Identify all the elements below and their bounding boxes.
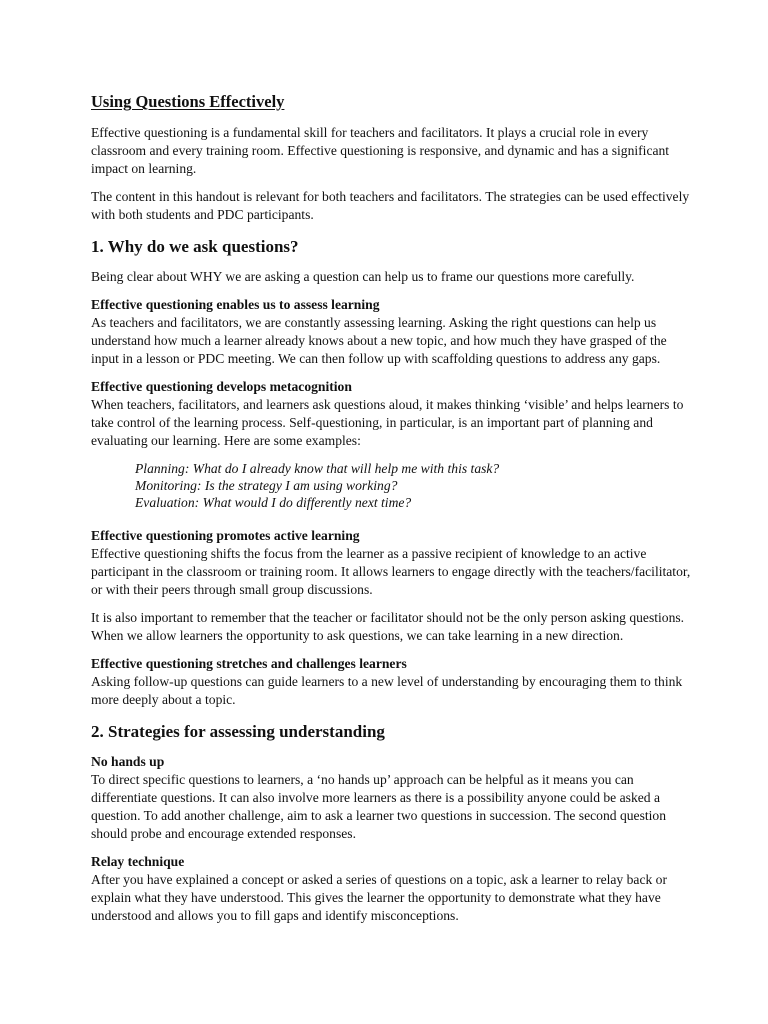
body-paragraph: When teachers, facilitators, and learners ask questions aloud, it makes thinking ‘visible’ and helps learners to take control of the learning process. Self-questioning, in particular, is an important part of planning and evaluating our learning. Here are some examples:	[91, 397, 684, 448]
subsection-heading: Effective questioning enables us to assess learning	[91, 297, 380, 312]
body-paragraph: Effective questioning shifts the focus from the learner as a passive recipient of knowledge to an active participant in the classroom or training room. It allows learners to engage directly with the teachers/facilitator, or with their peers through small group discussions.	[91, 546, 691, 597]
subsection-heading: Effective questioning stretches and challenges learners	[91, 656, 407, 671]
example-item: Monitoring: Is the strategy I am using working?	[135, 478, 398, 493]
metacognition-block	[91, 378, 691, 450]
active-learning-block	[91, 527, 691, 599]
body-paragraph: To direct specific questions to learners, a ‘no hands up’ approach can be helpful as it means you can differentiate questions. It can also involve more learners as there is a possibility anyone could be asked a question. To add another challenge, aim to ask a learner two questions in succession. The second question should probe and encourage extended responses.	[91, 772, 667, 841]
example-item: Planning: What do I already know that will help me with this task?	[135, 461, 500, 476]
subsection-heading: No hands up	[91, 754, 165, 769]
intro-paragraph: Effective questioning is a fundamental skill for teachers and facilitators. It plays a crucial role in every classroom and every training room. Effective questioning is responsive, and dynamic and has a significant impact on learning.	[91, 125, 670, 176]
stretch-learners-block	[91, 655, 691, 709]
section-heading: 1. Why do we ask questions?	[91, 237, 299, 256]
relay-technique-block	[91, 853, 691, 925]
subsection-heading: Effective questioning promotes active learning	[91, 528, 360, 543]
body-paragraph: Asking follow-up questions can guide learners to a new level of understanding by encouraging them to think more deeply about a topic.	[91, 674, 683, 707]
body-paragraph: After you have explained a concept or asked a series of questions on a topic, ask a learner to relay back or explain what they have understood. This gives the learner the opportunity to demonstrate what they have understood and allows you to fill gaps and identify misconceptions.	[91, 872, 667, 923]
body-paragraph: It is also important to remember that the teacher or facilitator should not be the only person asking questions. When we allow learners the opportunity to ask questions, we can take learning in a new direction.	[91, 610, 685, 643]
section-lead-paragraph: Being clear about WHY we are asking a question can help us to frame our questions more carefully.	[91, 269, 635, 284]
intro-paragraph: The content in this handout is relevant for both teachers and facilitators. The strategies can be used effectively with both students and PDC participants.	[91, 189, 690, 222]
document-title: Using Questions Effectively	[91, 92, 285, 111]
section-heading: 2. Strategies for assessing understanding	[91, 722, 385, 741]
assess-learning-block	[91, 296, 691, 368]
subsection-heading: Effective questioning develops metacognition	[91, 379, 352, 394]
example-item: Evaluation: What would I do differently next time?	[135, 495, 412, 510]
examples-list	[135, 460, 691, 511]
body-paragraph: As teachers and facilitators, we are constantly assessing learning. Asking the right questions can help us understand how much a learner already knows about a new topic, and how much they have grasped of the input in a lesson or PDC meeting. We can then follow up with scaffolding questions to address any gaps.	[91, 315, 667, 366]
subsection-heading: Relay technique	[91, 854, 185, 869]
no-hands-up-block	[91, 753, 691, 843]
document-page	[91, 92, 691, 935]
